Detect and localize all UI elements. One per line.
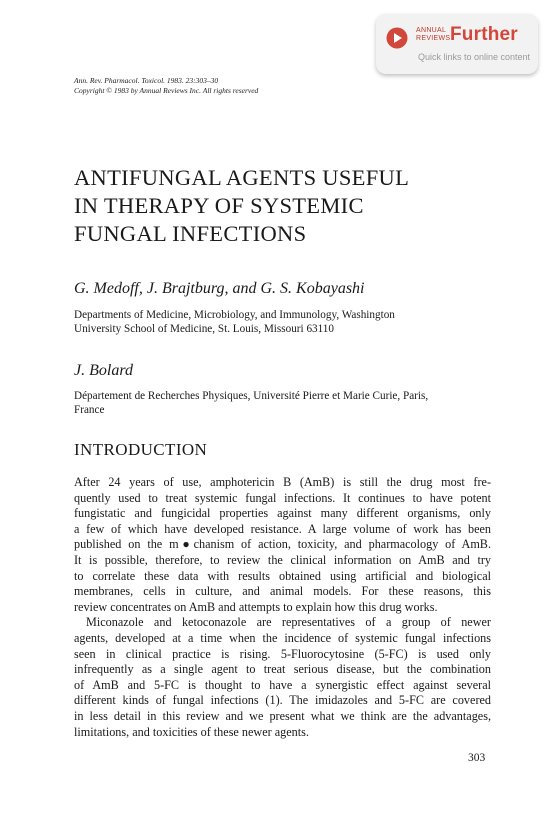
body-line: agents, developed at a time when the incidence of systemic fungal infections xyxy=(74,630,491,645)
body-line: review concentrates on AmB and attempts to explain how this drug works. xyxy=(74,599,438,614)
annual-reviews-logo-icon xyxy=(386,27,408,49)
body-line: It is possible, therefore, to review the clinical information on AmB and try xyxy=(74,552,491,567)
article-title xyxy=(74,164,409,248)
title-line: IN THERAPY OF SYSTEMIC xyxy=(74,193,364,218)
body-line: of AmB and 5-FC is thought to have a synergistic effect against several xyxy=(74,677,491,692)
introduction-body xyxy=(74,475,491,740)
title-line: ANTIFUNGAL AGENTS USEFUL xyxy=(74,165,410,190)
further-badge[interactable] xyxy=(376,14,538,74)
body-line: different kinds of fungal infections (1). The imidazoles and 5-FC are covered xyxy=(74,693,491,708)
author-list: G. Medoff, J. Brajtburg, and G. S. Kobayashi xyxy=(74,280,365,297)
affiliation-line: University School of Medicine, St. Louis, Missouri 63110 xyxy=(74,323,334,335)
affiliation-line: France xyxy=(74,404,105,416)
annual-reviews-wordmark xyxy=(416,27,450,43)
body-line: to correlate these data with results obtained using artificial and biological xyxy=(74,568,491,583)
affiliation-paris xyxy=(74,389,428,417)
body-line: fungistatic and fungicidal properties against many different organisms, only xyxy=(74,506,491,521)
affiliation-washington xyxy=(74,308,395,336)
citation-journal: Ann. Rev. Pharmacol. Toxicol. 1983. 23:303–30 xyxy=(74,76,219,85)
brand-line-annual: ANNUAL xyxy=(416,27,447,34)
further-subtitle: Quick links to online content xyxy=(418,52,531,62)
body-line: seen in clinical practice is rising. 5-Fluorocytosine (5-FC) is used only xyxy=(74,646,491,661)
further-label: Further xyxy=(450,24,518,45)
body-line: published on the m●chanism of action, toxicity, and pharmacology of AmB. xyxy=(74,537,491,552)
body-line: in less detail in this review and we present what we think are the advantages, xyxy=(74,708,491,723)
body-line: Miconazole and ketoconazole are representatives of a group of newer xyxy=(86,615,491,630)
affiliation-line: Departments of Medicine, Microbiology, and Immunology, Washington xyxy=(74,309,395,321)
page-number: 303 xyxy=(468,752,486,764)
citation xyxy=(74,76,258,96)
body-line: quently used to treat systemic fungal infections. It continues to have potent xyxy=(74,490,491,505)
body-line: limitations, and toxicities of these newer agents. xyxy=(74,724,309,739)
affiliation-line: Département de Recherches Physiques, Université Pierre et Marie Curie, Paris, xyxy=(74,390,429,402)
title-line: FUNGAL INFECTIONS xyxy=(74,221,307,246)
citation-copyright: Copyright © 1983 by Annual Reviews Inc. All rights reserved xyxy=(74,86,259,95)
body-line: membranes, cells in culture, and animal models. For these reasons, this xyxy=(74,584,491,599)
body-line: a few of which have developed resistance. A large volume of work has been xyxy=(74,521,491,536)
body-line: After 24 years of use, amphotericin B (AmB) is still the drug most fre- xyxy=(74,475,491,489)
body-line: infrequently as a single agent to treat serious disease, but the combination xyxy=(74,662,491,677)
author-bolard: J. Bolard xyxy=(74,362,133,379)
brand-line-reviews: REVIEWS xyxy=(416,35,451,42)
section-heading-introduction: INTRODUCTION xyxy=(74,440,208,459)
